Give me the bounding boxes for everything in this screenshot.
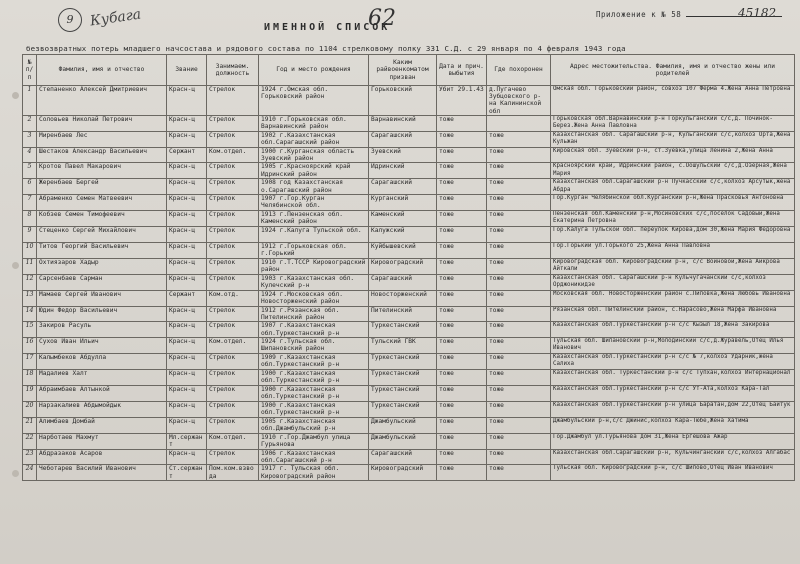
row-number: 13 (23, 290, 37, 306)
draft-office: Сарагашский (369, 179, 437, 195)
date-reason: тоже (437, 147, 487, 163)
date-reason: тоже (437, 131, 487, 147)
position: Стрелок (207, 115, 259, 131)
table-row (23, 370, 795, 386)
row-number: 1 (23, 86, 37, 116)
date-reason: тоже (437, 258, 487, 274)
position: Стрелок (207, 195, 259, 211)
rank: Сержант (167, 147, 207, 163)
table-row (23, 354, 795, 370)
row-number: 17 (23, 354, 37, 370)
table-row (23, 86, 795, 116)
position: Стрелок (207, 449, 259, 465)
table-row (23, 290, 795, 306)
birth-year-place: 1910 г.Гор.Джамбул улица Гурьянова (259, 433, 369, 449)
rank: Мл.сержант (167, 433, 207, 449)
table-row (23, 465, 795, 481)
full-name: Сарсенбаев Сарман (37, 274, 167, 290)
home-address: Казахстанская обл.Сарагашский р-н Пучкасский с/с,колхоз Арсутык,жена Абдра (551, 179, 795, 195)
draft-office: Курганский (369, 195, 437, 211)
row-number: 15 (23, 322, 37, 338)
header-cell: Год и место рождения (259, 55, 369, 86)
position: Стрелок (207, 179, 259, 195)
table-body (23, 86, 795, 481)
position: Стрелок (207, 258, 259, 274)
row-number: 9 (23, 227, 37, 243)
full-name: Алимбаев Домбай (37, 417, 167, 433)
binder-hole (12, 470, 19, 477)
home-address: Казахстанская обл. Сарагашский р-н, Кульганский с/с,колхоз Орта,Жена Кульжан (551, 131, 795, 147)
full-name: Абраимбаев Алтынкой (37, 385, 167, 401)
birth-year-place: 1910 г.Т.ТССР Кировоградский район (259, 258, 369, 274)
table-row (23, 449, 795, 465)
burial-place: тоже (487, 449, 551, 465)
draft-office: Туркестанский (369, 354, 437, 370)
rank: Красн-ц (167, 179, 207, 195)
header-cell: Фамилия, имя и отчество (37, 55, 167, 86)
rank: Красн-ц (167, 306, 207, 322)
date-reason: тоже (437, 465, 487, 481)
date-reason: тоже (437, 417, 487, 433)
home-address: Казахстанская обл.Туркестанский р-н с/с № 7,колхоз Ударник,жена Салиха (551, 354, 795, 370)
burial-place: тоже (487, 179, 551, 195)
table-row (23, 385, 795, 401)
date-reason: тоже (437, 163, 487, 179)
full-name: Миренбаев Лес (37, 131, 167, 147)
burial-place: тоже (487, 354, 551, 370)
rank: Красн-ц (167, 274, 207, 290)
home-address: Гор.Калуга Тульской обл. переулок Кирова,дом 30,Жена Мария Федоровна (551, 227, 795, 243)
burial-place (487, 115, 551, 131)
birth-year-place: 1917 г. Тульская обл. Кировоградский район (259, 465, 369, 481)
burial-place: тоже (487, 306, 551, 322)
draft-office: Куйбышевский (369, 242, 437, 258)
rank: Красн-ц (167, 401, 207, 417)
birth-year-place: 1913 г.Пензенская обл. Каменский район (259, 211, 369, 227)
rank: Красн-ц (167, 163, 207, 179)
date-reason: тоже (437, 290, 487, 306)
full-name: Сухов Иван Ильич (37, 338, 167, 354)
draft-office: Туркестанский (369, 322, 437, 338)
header-cell: Адрес местожительства. Фамилия, имя и отчество жены или родителей (551, 55, 795, 86)
home-address: Тульская обл. Кировоградский р-н, с/с Шипово,Отец Иван Иванович (551, 465, 795, 481)
rank: Красн-ц (167, 258, 207, 274)
handwritten-circle-number: 9 (58, 8, 82, 32)
rank: Красн-ц (167, 211, 207, 227)
burial-place: тоже (487, 322, 551, 338)
header-cell: Где похоронен (487, 55, 551, 86)
home-address: Казахстанская обл. Туркестанский р-н с/с Тупхан,колхоз Интернационал (551, 370, 795, 386)
date-reason: тоже (437, 274, 487, 290)
position: Стрелок (207, 385, 259, 401)
table-row (23, 274, 795, 290)
birth-year-place: 1912 г.Горьковская обл. г.Горький (259, 242, 369, 258)
position: Ком.отдел. (207, 147, 259, 163)
burial-place: тоже (487, 211, 551, 227)
date-reason: тоже (437, 401, 487, 417)
binder-hole (12, 262, 19, 269)
full-name: Кобзев Семен Тимофеевич (37, 211, 167, 227)
position: Стрелок (207, 274, 259, 290)
table-row (23, 417, 795, 433)
birth-year-place: 1907 г.Казахстанская обл.Туркестанский р-н (259, 322, 369, 338)
table-row (23, 433, 795, 449)
rank: Сержант (167, 290, 207, 306)
row-number: 2 (23, 115, 37, 131)
handwritten-name-note: Кубага (89, 6, 143, 30)
full-name: Жеренбаев Бергей (37, 179, 167, 195)
burial-place: тоже (487, 195, 551, 211)
row-number: 5 (23, 163, 37, 179)
full-name: Соловьев Николай Петрович (37, 115, 167, 131)
position: Стрелок (207, 401, 259, 417)
burial-place: тоже (487, 465, 551, 481)
row-number: 20 (23, 401, 37, 417)
draft-office: Туркестанский (369, 370, 437, 386)
full-name: Нарзакалиев Абдымойдык (37, 401, 167, 417)
full-name: Калымбеков Абдулла (37, 354, 167, 370)
date-reason: Убит 29.1.43 (437, 86, 487, 116)
date-reason: тоже (437, 179, 487, 195)
date-reason: тоже (437, 242, 487, 258)
date-reason: тоже (437, 433, 487, 449)
date-reason: тоже (437, 322, 487, 338)
table-row (23, 242, 795, 258)
table-row (23, 211, 795, 227)
rank: Красн-ц (167, 354, 207, 370)
draft-office: Калужский (369, 227, 437, 243)
date-reason: тоже (437, 370, 487, 386)
burial-place: тоже (487, 370, 551, 386)
row-number: 6 (23, 179, 37, 195)
full-name: Чеботарев Василий Иванович (37, 465, 167, 481)
rank: Ст.сержант (167, 465, 207, 481)
handwritten-sheet-number: 62 (368, 6, 396, 31)
draft-office: Сарагашский (369, 131, 437, 147)
row-number: 18 (23, 370, 37, 386)
burial-place: тоже (487, 163, 551, 179)
full-name: Стеценко Сергей Михайлович (37, 227, 167, 243)
header-cell: № п/п (23, 55, 37, 86)
table-row (23, 401, 795, 417)
date-reason: тоже (437, 306, 487, 322)
birth-year-place: 1907 г.Гор.Курган Челябинской обл. (259, 195, 369, 211)
birth-year-place: 1910 г.Горьковская обл. Варнавинский район (259, 115, 369, 131)
table-row (23, 258, 795, 274)
draft-office: Туркестанский (369, 401, 437, 417)
burial-place: тоже (487, 433, 551, 449)
position: Стрелок (207, 86, 259, 116)
row-number: 8 (23, 211, 37, 227)
burial-place: тоже (487, 274, 551, 290)
draft-office: Кировоградский (369, 465, 437, 481)
home-address: Казахстанская обл.Сарагашский р-н, Кульчинганский с/с,колхоз Алгабас (551, 449, 795, 465)
table-row (23, 131, 795, 147)
birth-year-place: 1903 г.Казахстанская обл. Кулечский р-н (259, 274, 369, 290)
home-address: Московская обл. Новосторженский район с.Липовка,Жена Любовь Ивановна (551, 290, 795, 306)
rank: Красн-ц (167, 227, 207, 243)
handwritten-stamp-number: 45182 (738, 6, 777, 20)
full-name: Степаненко Алексей Дмитриевич (37, 86, 167, 116)
draft-office: Варнавинский (369, 115, 437, 131)
burial-place: тоже (487, 258, 551, 274)
birth-year-place: 1924 г.Калуга Тульской обл. (259, 227, 369, 243)
date-reason: тоже (437, 449, 487, 465)
row-number: 19 (23, 385, 37, 401)
binder-hole (12, 92, 19, 99)
home-address: Казахстанская обл.Туркестанский р-н с/с Ут-Ата,колхоз Кара-Тал (551, 385, 795, 401)
row-number: 23 (23, 449, 37, 465)
table-row (23, 227, 795, 243)
position: Пом.ком.взвода (207, 465, 259, 481)
home-address: Горьковская обл.Варнавинский р-н Горкульганский с/с,д. Починок-Берез.Жена Анна Павловна (551, 115, 795, 131)
date-reason: тоже (437, 195, 487, 211)
row-number: 7 (23, 195, 37, 211)
draft-office: Туркестанский (369, 385, 437, 401)
table-row (23, 306, 795, 322)
position: Стрелок (207, 354, 259, 370)
birth-year-place: 1905 г.Красноярский край Идринский район (259, 163, 369, 179)
full-name: Абдразаков Асаров (37, 449, 167, 465)
row-number: 10 (23, 242, 37, 258)
draft-office: Идринский (369, 163, 437, 179)
birth-year-place: 1900 г.Казахстанская обл.Туркестанский р-н (259, 385, 369, 401)
header-cell: Занимаем. должность (207, 55, 259, 86)
position: Стрелок (207, 211, 259, 227)
date-reason: тоже (437, 227, 487, 243)
table-row (23, 338, 795, 354)
burial-place: тоже (487, 290, 551, 306)
table-row (23, 163, 795, 179)
full-name: Нарботаев Махмут (37, 433, 167, 449)
position: Ком.отдел. (207, 433, 259, 449)
row-number: 12 (23, 274, 37, 290)
position: Ком.отд. (207, 290, 259, 306)
home-address: Кировская обл. Зуевский р-н, ст.Зуевка,улица Ленина 2,Жена Анна (551, 147, 795, 163)
row-number: 22 (23, 433, 37, 449)
home-address: Кировоградская обл. Кировоградский р-н, с/с Войновой,Жена Айкрова Айткали (551, 258, 795, 274)
rank: Красн-ц (167, 385, 207, 401)
date-reason: тоже (437, 211, 487, 227)
burial-place: тоже (487, 131, 551, 147)
header-cell: Дата и прич. выбытия (437, 55, 487, 86)
rank: Красн-ц (167, 417, 207, 433)
home-address: Рязанская обл. Пителинский район, с.Нарасово,Жена Марфа Ивановна (551, 306, 795, 322)
home-address: Гор.Курган Челябинской обл.Курганский р-н,Жена Прасковья Антоновна (551, 195, 795, 211)
rank: Красн-ц (167, 115, 207, 131)
birth-year-place: 1924 г.Тульская обл. Шипановский район (259, 338, 369, 354)
position: Стрелок (207, 370, 259, 386)
row-number: 16 (23, 338, 37, 354)
row-number: 11 (23, 258, 37, 274)
date-reason: тоже (437, 385, 487, 401)
home-address: Гор.Горький ул.Горького 25,Жена Анна Павловна (551, 242, 795, 258)
document-title: ИМЕННОЙ СПИСОК (264, 22, 391, 33)
table-row (23, 195, 795, 211)
full-name: Шестаков Александр Васильевич (37, 147, 167, 163)
header-cell: Каким райвоенкоматом призван (369, 55, 437, 86)
date-reason: тоже (437, 338, 487, 354)
full-name: Закиров Расуль (37, 322, 167, 338)
home-address: Красноярский край, Идринский район, с.Оошульский с/с,д.Озерная,Жена Мария (551, 163, 795, 179)
burial-place: тоже (487, 147, 551, 163)
home-address: Джамбульский р-н,с/с Джинис,колхоз Кара-Тюбе,Жена Хатима (551, 417, 795, 433)
burial-place: д.Пугачево Зубцовского р-на Калининской обл (487, 86, 551, 116)
draft-office: Тульский ГВК (369, 338, 437, 354)
home-address: Гор.Джамбул ул.Гурьянова дом 31,Жена Ергешова Ажар (551, 433, 795, 449)
rank: Красн-ц (167, 338, 207, 354)
birth-year-place: 1912 г.Рязанская обл. Пителинский район (259, 306, 369, 322)
table-row (23, 115, 795, 131)
position: Стрелок (207, 227, 259, 243)
full-name: Кротов Павел Макарович (37, 163, 167, 179)
full-name: Абраменко Семен Матвеевич (37, 195, 167, 211)
birth-year-place: 1906 г.Казахстанская обл.Сарагашский р-н (259, 449, 369, 465)
birth-year-place: 1902 г.Казахстанская обл.Сарагашский район (259, 131, 369, 147)
rank: Красн-ц (167, 322, 207, 338)
home-address: Казахстанская обл.Туркестанский р-н с/с Кызыл 18,Жена Закирова (551, 322, 795, 338)
full-name: Титов Георгий Васильевич (37, 242, 167, 258)
home-address: Омская обл. Горьковский район, совхоз 107 Ферма 4.Жена Анна Петровна (551, 86, 795, 116)
draft-office: Сарагашский (369, 449, 437, 465)
home-address: Казахстанская обл. Сарагашский р-н Кульчугачанский с/с,колхоз Орджоникидзе (551, 274, 795, 290)
birth-year-place: 1900 г.Казахстанская обл.Туркестанский р-н (259, 370, 369, 386)
birth-year-place: 1900 г.Курганская область Зуевский район (259, 147, 369, 163)
table-row (23, 179, 795, 195)
row-number: 3 (23, 131, 37, 147)
draft-office: Новосторженский (369, 290, 437, 306)
burial-place: тоже (487, 227, 551, 243)
birth-year-place: 1924 г.Омская обл. Горьковский район (259, 86, 369, 116)
full-name: Мадалиев Халт (37, 370, 167, 386)
birth-year-place: 1909 г.Казахстанская обл.Туркестанский р-н (259, 354, 369, 370)
header-cell: Звание (167, 55, 207, 86)
burial-place: тоже (487, 385, 551, 401)
draft-office: Кировоградский (369, 258, 437, 274)
draft-office: Пителинский (369, 306, 437, 322)
full-name: Мамаев Сергей Иванович (37, 290, 167, 306)
draft-office: Зуевский (369, 147, 437, 163)
position: Ком.отдел. (207, 338, 259, 354)
table-row (23, 322, 795, 338)
rank: Красн-ц (167, 242, 207, 258)
home-address: Казахстанская обл.Туркестанский р-н улица Баратан,дом 22,Отец Байтук (551, 401, 795, 417)
position: Стрелок (207, 322, 259, 338)
full-name: Юдин Федор Васильевич (37, 306, 167, 322)
birth-year-place: 1908 год Казахстанская о.Сарагашский район (259, 179, 369, 195)
burial-place: тоже (487, 242, 551, 258)
document-subtitle: безвозвратных потерь младшего начсостава и рядового состава по 1104 стрелковому полку 331 С.Д. с 29 января по 4 февраля 1943 года (26, 44, 626, 53)
home-address: Пензенская обл.Каменский р-н,Мосиновских с/с,поселок Садовый,Жена Екатерина Петровна (551, 211, 795, 227)
position: Стрелок (207, 417, 259, 433)
draft-office: Джамбульский (369, 417, 437, 433)
date-reason: тоже (437, 115, 487, 131)
casualty-list-table (22, 54, 795, 481)
burial-place: тоже (487, 401, 551, 417)
position: Стрелок (207, 242, 259, 258)
rank: Красн-ц (167, 131, 207, 147)
rank: Красн-ц (167, 370, 207, 386)
full-name: Охтиязаров Хадыр (37, 258, 167, 274)
row-number: 14 (23, 306, 37, 322)
date-reason: тоже (437, 354, 487, 370)
draft-office: Каменский (369, 211, 437, 227)
rank: Красн-ц (167, 449, 207, 465)
position: Стрелок (207, 131, 259, 147)
burial-place: тоже (487, 338, 551, 354)
row-number: 21 (23, 417, 37, 433)
birth-year-place: 1905 г.Казахстанская обл.Джамбульский р-н (259, 417, 369, 433)
draft-office: Горьковский (369, 86, 437, 116)
draft-office: Сарагашский (369, 274, 437, 290)
attachment-stamp-text: Приложение к № 58 (596, 10, 682, 19)
rank: Красн-ц (167, 86, 207, 116)
draft-office: Джамбульский (369, 433, 437, 449)
position: Стрелок (207, 306, 259, 322)
row-number: 24 (23, 465, 37, 481)
table-header-row (23, 55, 795, 86)
home-address: Тульская обл. Шипановский р-н,Молодинский с/с,д.Журавель,Отец Илья Иванович (551, 338, 795, 354)
birth-year-place: 1900 г.Казахстанская обл.Туркестанский р-н (259, 401, 369, 417)
table-row (23, 147, 795, 163)
rank: Красн-ц (167, 195, 207, 211)
burial-place: тоже (487, 417, 551, 433)
birth-year-place: 1924 г.Московская обл. Новосторженский район (259, 290, 369, 306)
position: Стрелок (207, 163, 259, 179)
row-number: 4 (23, 147, 37, 163)
